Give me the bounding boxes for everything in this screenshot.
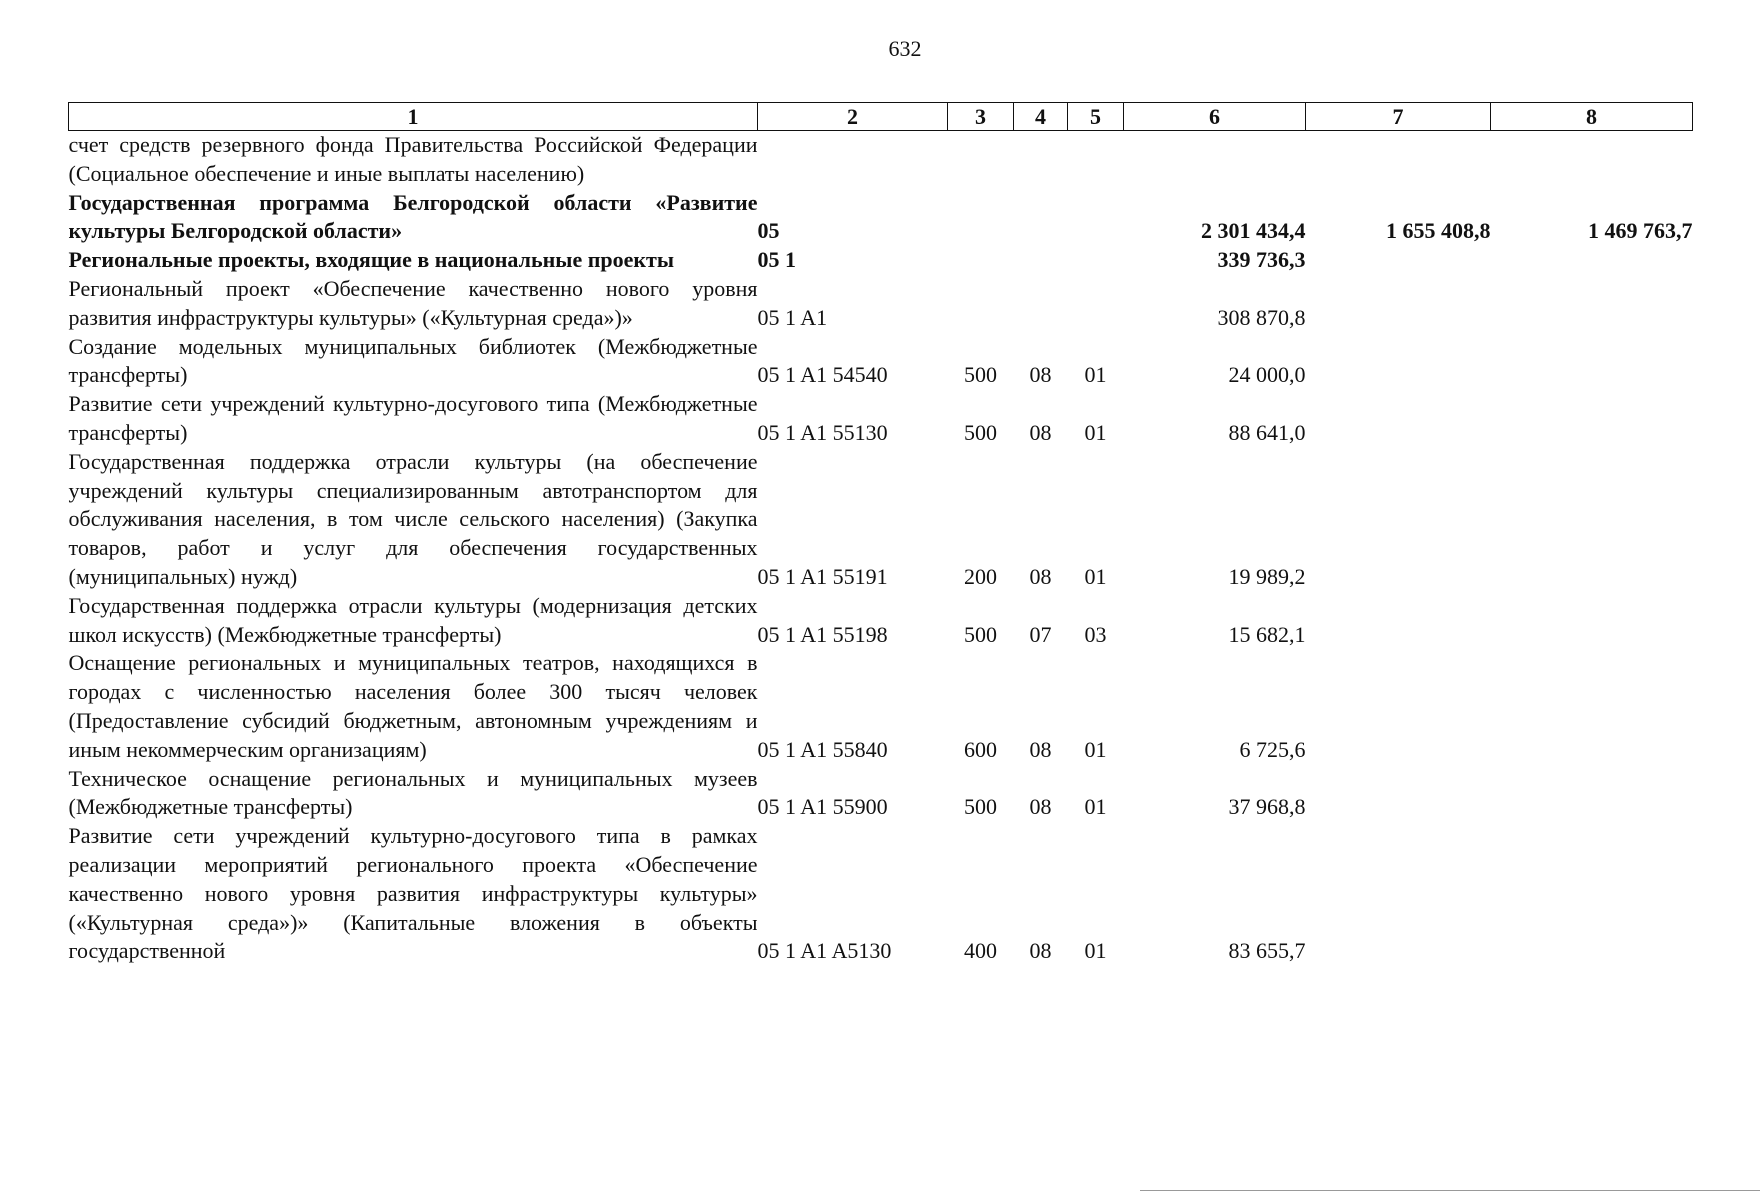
- row-name: Развитие сети учреждений культурно-досугового типа в рамках реализации мероприятий регионального проекта «Обеспечение качественно нового уровня развития инфраструктуры культуры» («Культурная среда»)» (Капитальные вложения в объекты государственной: [68, 823, 758, 964]
- row-amount-col8: [1491, 333, 1693, 391]
- row-section: 08: [1029, 362, 1052, 388]
- row-expense-type: 400: [964, 938, 997, 964]
- row-section: 08: [1029, 563, 1052, 589]
- row-expense-type: 200: [964, 563, 997, 589]
- column-number-header-row: [69, 103, 1693, 131]
- row-amount-col6: 88 641,0: [1228, 419, 1306, 445]
- row-expense-type: [948, 275, 1014, 333]
- page-number: 632: [888, 36, 922, 61]
- column-header-1: 1: [69, 103, 758, 131]
- row-amount-col7: [1306, 131, 1491, 189]
- row-subsection: 01: [1084, 563, 1107, 589]
- row-name: Развитие сети учреждений культурно-досугового типа (Межбюджетные трансферты): [68, 391, 758, 445]
- row-expense-type: [948, 131, 1014, 189]
- row-amount-col8: [1491, 246, 1693, 275]
- row-expense-type: 600: [964, 736, 997, 762]
- column-header-6: 6: [1124, 103, 1306, 131]
- row-amount-col7: [1306, 246, 1491, 275]
- row-amount-col8: [1491, 765, 1693, 823]
- row-amount-col7: [1306, 448, 1491, 592]
- row-amount-col6: 2 301 434,4: [1201, 218, 1306, 244]
- row-subsection: [1068, 246, 1124, 275]
- row-amount-col6: [1124, 131, 1306, 189]
- row-amount-col8: [1491, 448, 1693, 592]
- table-row: [69, 822, 1693, 966]
- row-amount-col8: [1491, 649, 1693, 764]
- row-subsection: [1068, 131, 1124, 189]
- row-subsection: 01: [1084, 794, 1107, 820]
- row-section: [1014, 189, 1068, 247]
- row-target-code: 05 1: [757, 247, 796, 273]
- row-name: Региональные проекты, входящие в национальные проекты: [68, 247, 675, 273]
- row-amount-col6: 339 736,3: [1217, 247, 1306, 273]
- row-section: [1014, 246, 1068, 275]
- row-amount-col6: 24 000,0: [1228, 362, 1306, 388]
- table-row: [69, 649, 1693, 764]
- column-header-7: 7: [1306, 103, 1491, 131]
- row-name: Государственная поддержка отрасли культуры (модернизация детских школ искусств) (Межбюджетные трансферты): [68, 592, 758, 647]
- row-expense-type: 500: [964, 362, 997, 388]
- row-section: 08: [1029, 794, 1052, 820]
- row-name: Создание модельных муниципальных библиотек (Межбюджетные трансферты): [68, 333, 758, 388]
- row-target-code: 05 1 A1 54540: [757, 362, 888, 388]
- row-amount-col7: [1306, 333, 1491, 391]
- row-section: [1014, 275, 1068, 333]
- row-expense-type: 500: [964, 419, 997, 445]
- table-body: [69, 131, 1693, 967]
- row-amount-col8: [1491, 592, 1693, 650]
- row-amount-col6: 83 655,7: [1228, 938, 1306, 964]
- row-amount-col8: [1491, 822, 1693, 966]
- column-header-8: 8: [1491, 103, 1693, 131]
- row-target-code: 05 1 A1 55900: [757, 794, 888, 820]
- row-section: 08: [1029, 938, 1052, 964]
- row-target-code: 05 1 A1: [757, 304, 828, 330]
- row-target-code: [758, 131, 948, 189]
- row-subsection: [1068, 189, 1124, 247]
- row-section: 08: [1029, 736, 1052, 762]
- row-amount-col6: 6 725,6: [1239, 736, 1306, 762]
- row-section: [1014, 131, 1068, 189]
- row-amount-col8: [1491, 275, 1693, 333]
- row-amount-col6: 37 968,8: [1228, 794, 1306, 820]
- table-row: [69, 765, 1693, 823]
- column-header-5: 5: [1068, 103, 1124, 131]
- table-row: [69, 275, 1693, 333]
- table-row: [69, 333, 1693, 391]
- row-amount-col8: 1 469 763,7: [1588, 218, 1693, 244]
- row-amount-col7: [1306, 649, 1491, 764]
- table-row: [69, 131, 1693, 189]
- row-amount-col8: [1491, 131, 1693, 189]
- row-expense-type: [948, 246, 1014, 275]
- row-subsection: 01: [1084, 362, 1107, 388]
- row-amount-col7: [1306, 390, 1491, 448]
- budget-table: [68, 102, 1693, 966]
- row-name: счет средств резервного фонда Правительства Российской Федерации (Социальное обеспечение и иные выплаты населению): [68, 132, 758, 186]
- row-name: Региональный проект «Обеспечение качественно нового уровня развития инфраструктуры культуры» («Культурная среда»)»: [68, 275, 758, 330]
- row-subsection: 01: [1084, 419, 1107, 445]
- row-subsection: [1068, 275, 1124, 333]
- row-target-code: 05 1 A1 55130: [757, 419, 888, 445]
- column-header-3: 3: [948, 103, 1014, 131]
- row-name: Государственная программа Белгородской области «Развитие культуры Белгородской области»: [68, 189, 758, 244]
- column-header-4: 4: [1014, 103, 1068, 131]
- row-expense-type: 500: [964, 621, 997, 647]
- row-amount-col7: [1306, 275, 1491, 333]
- row-section: 08: [1029, 419, 1052, 445]
- row-amount-col7: [1306, 592, 1491, 650]
- row-subsection: 01: [1084, 938, 1107, 964]
- row-target-code: 05 1 A1 55840: [757, 736, 888, 762]
- row-section: 07: [1029, 621, 1052, 647]
- column-header-2: 2: [758, 103, 948, 131]
- row-target-code: 05 1 A1 A5130: [757, 938, 892, 964]
- row-target-code: 05 1 A1 55191: [757, 563, 888, 589]
- row-subsection: 03: [1084, 621, 1107, 647]
- row-amount-col6: 15 682,1: [1228, 621, 1306, 647]
- scan-bottom-rule: [1140, 1190, 1760, 1191]
- row-subsection: 01: [1084, 736, 1107, 762]
- table-row: [69, 189, 1693, 247]
- row-amount-col7: [1306, 822, 1491, 966]
- row-amount-col8: [1491, 390, 1693, 448]
- row-amount-col6: 308 870,8: [1217, 304, 1306, 330]
- row-target-code: 05: [757, 218, 780, 244]
- table-row: [69, 448, 1693, 592]
- table-row: [69, 592, 1693, 650]
- row-name: Техническое оснащение региональных и муниципальных музеев (Межбюджетные трансферты): [68, 765, 758, 820]
- row-name: Государственная поддержка отрасли культуры (на обеспечение учреждений культуры специализированным автотранспортом для обслуживания населения, в том числе сельского населения) (Закупка товаров, работ и услуг для обеспечения государственных (муниципальных) нужд): [68, 448, 758, 589]
- row-amount-col6: 19 989,2: [1228, 563, 1306, 589]
- row-expense-type: 500: [964, 794, 997, 820]
- row-target-code: 05 1 A1 55198: [757, 621, 888, 647]
- table-row: [69, 390, 1693, 448]
- row-name: Оснащение региональных и муниципальных театров, находящихся в городах с численностью населения более 300 тысяч человек (Предоставление субсидий бюджетным, автономным учреждениям и иным некоммерческим организациям): [68, 650, 758, 762]
- table-row: [69, 246, 1693, 275]
- row-amount-col7: 1 655 408,8: [1386, 218, 1491, 244]
- row-amount-col7: [1306, 765, 1491, 823]
- row-expense-type: [948, 189, 1014, 247]
